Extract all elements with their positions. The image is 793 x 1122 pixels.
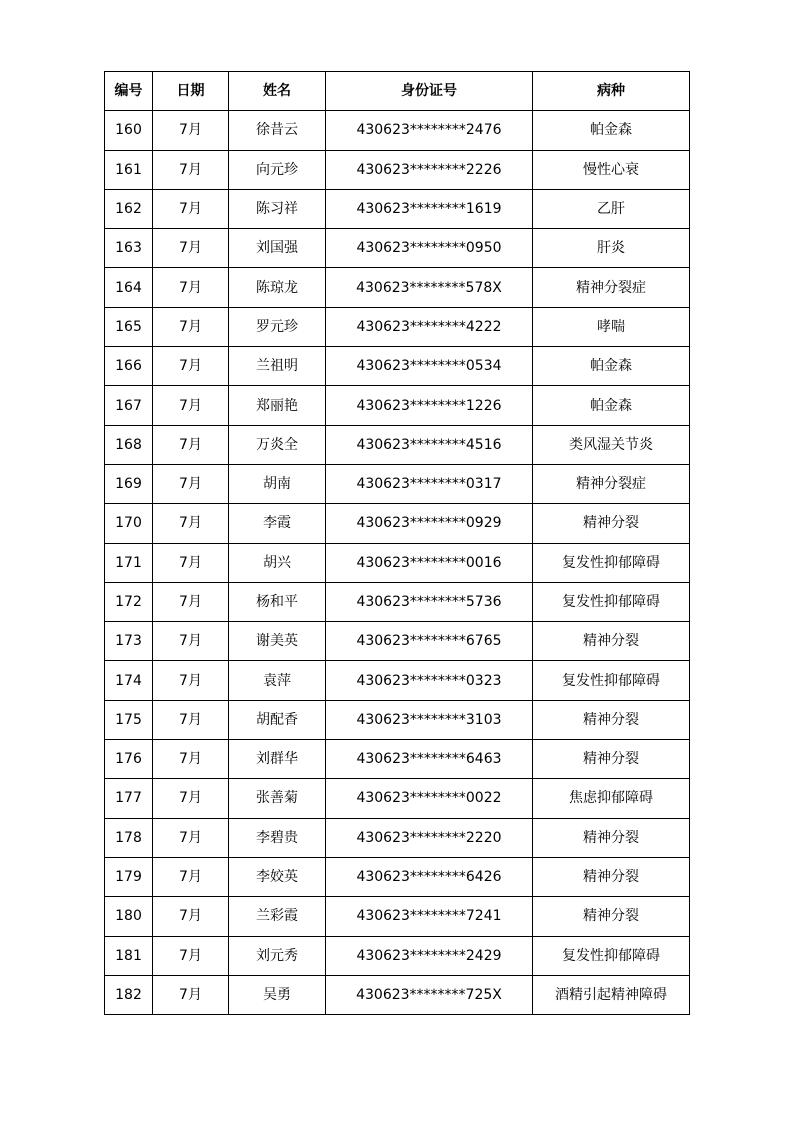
cell-name: 谢美英 (229, 622, 326, 661)
table-row (105, 779, 690, 818)
cell-id-number: 430623********7241 (326, 897, 533, 936)
cell-disease: 复发性抑郁障碍 (533, 936, 690, 975)
cell-name: 兰彩霞 (229, 897, 326, 936)
cell-disease: 帕金森 (533, 111, 690, 150)
header-disease: 病种 (533, 72, 690, 111)
cell-date: 7月 (153, 268, 229, 307)
cell-name: 郑丽艳 (229, 386, 326, 425)
table-row (105, 150, 690, 189)
cell-date: 7月 (153, 150, 229, 189)
cell-id-number: 430623********2226 (326, 150, 533, 189)
table-row (105, 347, 690, 386)
cell-number: 180 (105, 897, 153, 936)
cell-name: 李姣英 (229, 857, 326, 896)
table-row (105, 700, 690, 739)
cell-name: 万炎全 (229, 425, 326, 464)
cell-date: 7月 (153, 975, 229, 1014)
table-row (105, 543, 690, 582)
table-row (105, 268, 690, 307)
cell-id-number: 430623********578X (326, 268, 533, 307)
cell-disease: 精神分裂 (533, 818, 690, 857)
cell-date: 7月 (153, 818, 229, 857)
cell-number: 173 (105, 622, 153, 661)
cell-number: 178 (105, 818, 153, 857)
cell-name: 胡配香 (229, 700, 326, 739)
cell-disease: 类风湿关节炎 (533, 425, 690, 464)
table-body (105, 111, 690, 1015)
cell-number: 175 (105, 700, 153, 739)
table-row (105, 464, 690, 503)
header-number: 编号 (105, 72, 153, 111)
cell-number: 163 (105, 229, 153, 268)
cell-disease: 精神分裂 (533, 504, 690, 543)
table-row (105, 307, 690, 346)
cell-name: 胡南 (229, 464, 326, 503)
header-row (105, 72, 690, 111)
cell-name: 兰祖明 (229, 347, 326, 386)
cell-id-number: 430623********2476 (326, 111, 533, 150)
table-row (105, 386, 690, 425)
cell-number: 165 (105, 307, 153, 346)
records-table (104, 71, 690, 1015)
cell-name: 张善菊 (229, 779, 326, 818)
cell-id-number: 430623********0534 (326, 347, 533, 386)
cell-number: 170 (105, 504, 153, 543)
cell-date: 7月 (153, 740, 229, 779)
cell-date: 7月 (153, 386, 229, 425)
cell-number: 167 (105, 386, 153, 425)
table-row (105, 111, 690, 150)
cell-disease: 酒精引起精神障碍 (533, 975, 690, 1014)
cell-date: 7月 (153, 897, 229, 936)
cell-disease: 复发性抑郁障碍 (533, 582, 690, 621)
cell-date: 7月 (153, 543, 229, 582)
cell-disease: 精神分裂症 (533, 464, 690, 503)
cell-id-number: 430623********5736 (326, 582, 533, 621)
cell-name: 徐昔云 (229, 111, 326, 150)
cell-date: 7月 (153, 936, 229, 975)
cell-id-number: 430623********0317 (326, 464, 533, 503)
cell-disease: 精神分裂 (533, 700, 690, 739)
cell-name: 刘国强 (229, 229, 326, 268)
cell-disease: 慢性心衰 (533, 150, 690, 189)
cell-name: 吴勇 (229, 975, 326, 1014)
cell-date: 7月 (153, 504, 229, 543)
table-row (105, 425, 690, 464)
cell-name: 李碧贵 (229, 818, 326, 857)
cell-number: 176 (105, 740, 153, 779)
table-row (105, 818, 690, 857)
header-name: 姓名 (229, 72, 326, 111)
cell-date: 7月 (153, 189, 229, 228)
cell-number: 166 (105, 347, 153, 386)
cell-number: 168 (105, 425, 153, 464)
cell-date: 7月 (153, 307, 229, 346)
cell-number: 160 (105, 111, 153, 150)
cell-number: 164 (105, 268, 153, 307)
cell-disease: 精神分裂 (533, 857, 690, 896)
table-row (105, 189, 690, 228)
cell-date: 7月 (153, 661, 229, 700)
cell-name: 陈琼龙 (229, 268, 326, 307)
table-row (105, 936, 690, 975)
cell-id-number: 430623********0016 (326, 543, 533, 582)
cell-disease: 肝炎 (533, 229, 690, 268)
cell-id-number: 430623********0323 (326, 661, 533, 700)
cell-number: 171 (105, 543, 153, 582)
cell-id-number: 430623********2429 (326, 936, 533, 975)
cell-number: 172 (105, 582, 153, 621)
table-row (105, 740, 690, 779)
cell-number: 179 (105, 857, 153, 896)
cell-date: 7月 (153, 700, 229, 739)
cell-date: 7月 (153, 111, 229, 150)
cell-name: 刘元秀 (229, 936, 326, 975)
cell-id-number: 430623********1619 (326, 189, 533, 228)
table-row (105, 897, 690, 936)
cell-id-number: 430623********6426 (326, 857, 533, 896)
table-row (105, 857, 690, 896)
cell-id-number: 430623********4222 (326, 307, 533, 346)
cell-disease: 精神分裂 (533, 622, 690, 661)
table-row (105, 975, 690, 1014)
cell-name: 袁萍 (229, 661, 326, 700)
cell-disease: 乙肝 (533, 189, 690, 228)
cell-date: 7月 (153, 347, 229, 386)
header-id-number: 身份证号 (326, 72, 533, 111)
cell-disease: 复发性抑郁障碍 (533, 543, 690, 582)
cell-date: 7月 (153, 622, 229, 661)
cell-date: 7月 (153, 229, 229, 268)
cell-id-number: 430623********0022 (326, 779, 533, 818)
cell-disease: 精神分裂症 (533, 268, 690, 307)
cell-name: 罗元珍 (229, 307, 326, 346)
cell-date: 7月 (153, 425, 229, 464)
cell-id-number: 430623********2220 (326, 818, 533, 857)
cell-name: 刘群华 (229, 740, 326, 779)
table-row (105, 661, 690, 700)
cell-disease: 帕金森 (533, 386, 690, 425)
cell-name: 李霞 (229, 504, 326, 543)
table-row (105, 582, 690, 621)
cell-id-number: 430623********4516 (326, 425, 533, 464)
cell-id-number: 430623********3103 (326, 700, 533, 739)
table-header (105, 72, 690, 111)
table-row (105, 504, 690, 543)
cell-name: 胡兴 (229, 543, 326, 582)
cell-disease: 复发性抑郁障碍 (533, 661, 690, 700)
cell-id-number: 430623********0950 (326, 229, 533, 268)
cell-disease: 焦虑抑郁障碍 (533, 779, 690, 818)
cell-number: 182 (105, 975, 153, 1014)
cell-id-number: 430623********6463 (326, 740, 533, 779)
cell-number: 161 (105, 150, 153, 189)
cell-date: 7月 (153, 464, 229, 503)
cell-id-number: 430623********6765 (326, 622, 533, 661)
cell-name: 杨和平 (229, 582, 326, 621)
cell-disease: 精神分裂 (533, 897, 690, 936)
cell-number: 181 (105, 936, 153, 975)
cell-name: 向元珍 (229, 150, 326, 189)
cell-number: 169 (105, 464, 153, 503)
cell-date: 7月 (153, 857, 229, 896)
cell-date: 7月 (153, 779, 229, 818)
table-row (105, 229, 690, 268)
cell-disease: 帕金森 (533, 347, 690, 386)
cell-number: 174 (105, 661, 153, 700)
cell-date: 7月 (153, 582, 229, 621)
cell-id-number: 430623********725X (326, 975, 533, 1014)
cell-id-number: 430623********1226 (326, 386, 533, 425)
table-row (105, 622, 690, 661)
cell-number: 177 (105, 779, 153, 818)
cell-disease: 哮喘 (533, 307, 690, 346)
cell-id-number: 430623********0929 (326, 504, 533, 543)
header-date: 日期 (153, 72, 229, 111)
cell-disease: 精神分裂 (533, 740, 690, 779)
cell-number: 162 (105, 189, 153, 228)
cell-name: 陈习祥 (229, 189, 326, 228)
